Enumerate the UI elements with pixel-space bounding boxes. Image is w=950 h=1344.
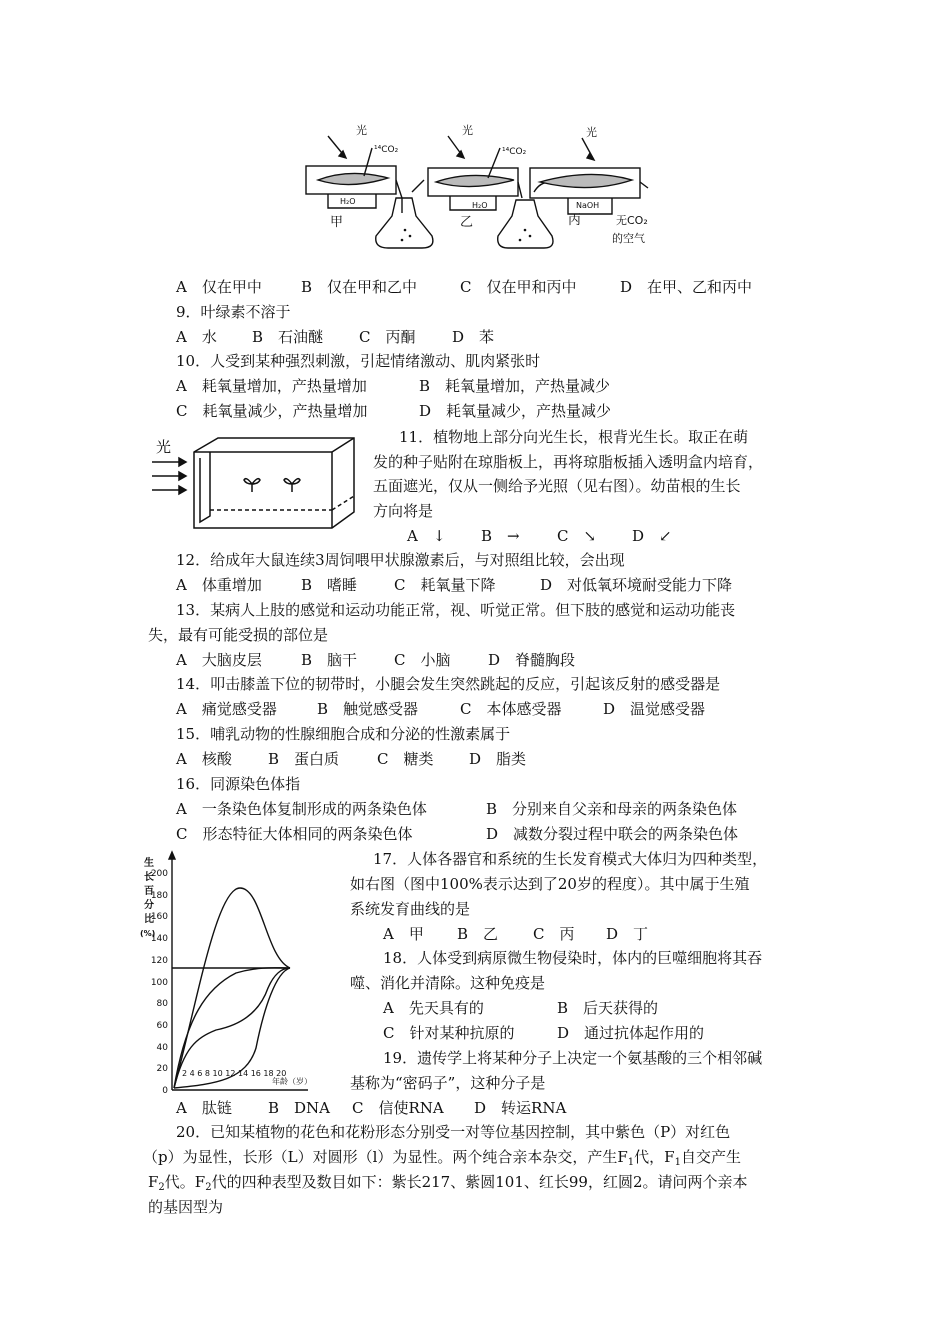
fig8-bing-label: 丙 [568, 213, 582, 228]
q14-stem: 14．叩击膝盖下位的韧带时，小腿会发生突然跳起的反应，引起该反射的感受器是 [176, 675, 721, 693]
q17-option-a: A 甲 [383, 925, 424, 943]
q8-option-b: B 仅在甲和乙中 [301, 278, 418, 296]
q19-option-b: B DNA [268, 1099, 331, 1117]
q15-option-c: C 糖类 [377, 750, 434, 768]
q15-option-b: B 蛋白质 [268, 750, 340, 768]
q9-option-b: B 石油醚 [252, 328, 324, 346]
q9-option-d: D 苯 [452, 328, 495, 346]
q19-line-2: 基称为“密码子”，这种分子是 [350, 1074, 546, 1092]
q15-stem: 15．哺乳动物的性腺细胞合成和分泌的性激素属于 [176, 725, 511, 743]
fig17-ytick-200: 200 [150, 869, 168, 879]
q10-option-b: B 耗氧量增加，产热量减少 [419, 377, 611, 395]
fig17-ytick-40: 40 [156, 1043, 168, 1053]
q11-box-figure [148, 434, 363, 534]
q18-option-c: C 针对某种抗原的 [383, 1024, 515, 1042]
q19-option-a: A 肽链 [176, 1099, 232, 1117]
fig17-ytick-180: 180 [150, 891, 168, 901]
q19-option-d: D 转运RNA [474, 1099, 567, 1117]
fig8-naoh-label: NaOH [576, 201, 600, 210]
q19-option-c: C 信使RNA [352, 1099, 444, 1117]
q9-option-c: C 丙酮 [359, 328, 416, 346]
q15-option-a: A 核酸 [176, 750, 232, 768]
q14-option-c: C 本体感受器 [460, 700, 562, 718]
q8-apparatus-figure [300, 118, 670, 256]
q18-line-2: 噬、消化并清除。这种免疫是 [350, 974, 546, 992]
q20-line-4: 的基因型为 [148, 1198, 224, 1216]
q17-line-2: 如右图（图中100%表示达到了20岁的程度）。其中属于生殖 [350, 875, 750, 893]
q16-option-d: D 减数分裂过程中联会的两条染色体 [486, 825, 739, 843]
q17-line-3: 系统发育曲线的是 [350, 900, 471, 918]
fig17-ytick-120: 120 [150, 956, 168, 966]
q10-option-d: D 耗氧量减少，产热量减少 [419, 402, 612, 420]
q13-option-c: C 小脑 [394, 651, 451, 669]
q12-option-d: D 对低氧环境耐受能力下降 [540, 576, 733, 594]
q13-option-d: D 脊髓胸段 [488, 651, 576, 669]
q10-option-c: C 耗氧量减少，产热量增加 [176, 402, 368, 420]
fig8-light-label-2: 光 [462, 124, 473, 137]
fig17-ylabel-3: 百 [144, 886, 154, 897]
q11-option-d: D ↙ [632, 527, 672, 545]
q13-option-a: A 大脑皮层 [176, 651, 262, 669]
q13-option-b: B 脑干 [301, 651, 358, 669]
q10-stem: 10．人受到某种强烈刺激，引起情绪激动、肌肉紧张时 [176, 352, 541, 370]
q11-option-a: A ↓ [407, 527, 446, 545]
q9-stem: 9．叶绿素不溶于 [176, 303, 291, 321]
q16-option-c: C 形态特征大体相同的两条染色体 [176, 825, 413, 843]
fig17-xticks: 2 4 6 8 10 12 14 16 18 20 [182, 1069, 287, 1078]
fig17-ytick-80: 80 [156, 999, 168, 1009]
q11-line-3: 五面遮光，仅从一侧给予光照（见右图）。幼苗根的生长 [373, 477, 741, 495]
q9-option-a: A 水 [176, 328, 217, 346]
q17-line-1: 17．人体各器官和系统的生长发育模式大体归为四种类型， [373, 850, 768, 868]
fig17-ylabel-6: (%) [140, 929, 156, 938]
q17-option-c: C 丙 [533, 925, 575, 943]
q14-option-d: D 温觉感受器 [603, 700, 706, 718]
fig17-ytick-60: 60 [156, 1021, 168, 1031]
fig17-ylabel-4: 分 [144, 900, 154, 911]
fig17-ytick-160: 160 [150, 912, 168, 922]
q17-growth-chart [136, 848, 346, 1098]
fig17-ytick-0: 0 [162, 1086, 168, 1096]
q11-line-2: 发的种子贴附在琼脂板上，再将琼脂板插入透明盒内培育， [373, 453, 764, 471]
q14-option-a: A 痛觉感受器 [176, 700, 277, 718]
q18-option-d: D 通过抗体起作用的 [557, 1024, 705, 1042]
fig17-ytick-20: 20 [156, 1064, 168, 1074]
q8-option-c: C 仅在甲和丙中 [460, 278, 577, 296]
q17-option-b: B 乙 [457, 925, 499, 943]
fig8-co2-label-2: ¹⁴CO₂ [502, 147, 527, 157]
fig17-ylabel-2: 长 [144, 872, 154, 883]
q12-option-b: B 嗜睡 [301, 576, 358, 594]
q16-stem: 16．同源染色体指 [176, 775, 301, 793]
fig8-light-label-3: 光 [586, 126, 597, 139]
q17-option-d: D 丁 [606, 925, 649, 943]
q20-line-2: （p）为显性，长形（L）对圆形（l）为显性。两个纯合亲本杂交，产生$F_1$代，$F_1$自交产生 [143, 1148, 741, 1168]
fig8-yi-label: 乙 [460, 215, 474, 230]
fig17-ylabel-1: 生 [144, 858, 154, 869]
q18-option-a: A 先天具有的 [383, 999, 484, 1017]
fig17-ytick-140: 140 [150, 934, 168, 944]
fig8-no-co2-label: 无CO₂ [616, 214, 648, 227]
q19-line-1: 19．遗传学上将某种分子上决定一个氨基酸的三个相邻碱 [383, 1049, 763, 1067]
q8-option-d: D 在甲、乙和丙中 [620, 278, 753, 296]
fig8-light-label-1: 光 [356, 124, 367, 137]
q18-line-1: 18．人体受到病原微生物侵染时，体内的巨噬细胞将其吞 [383, 949, 763, 967]
fig17-ylabel-5: 比 [144, 914, 154, 925]
q14-option-b: B 触觉感受器 [317, 700, 419, 718]
q20-line-1: 20．已知某植物的花色和花粉形态分别受一对等位基因控制，其中紫色（P）对红色 [176, 1123, 731, 1141]
q12-option-a: A 体重增加 [176, 576, 262, 594]
q20-line-3: $F_2$代。$F_2$代的四种表型及数目如下：紫长217、紫圆101、红长99，红圆2。请问两个亲本 [148, 1173, 748, 1193]
q8-option-a: A 仅在甲中 [176, 278, 262, 296]
q13-line-2: 失，最有可能受损的部位是 [148, 626, 329, 644]
q16-option-b: B 分别来自父亲和母亲的两条染色体 [486, 800, 738, 818]
q11-line-1: 11．植物地上部分向光生长，根背光生长。取正在萌 [399, 428, 749, 446]
q11-line-4: 方向将是 [373, 502, 434, 520]
q15-option-d: D 脂类 [469, 750, 527, 768]
fig8-jia-label: 甲 [330, 215, 344, 230]
q11-option-c: C ↘ [557, 527, 597, 545]
fig8-co2-label-1: ¹⁴CO₂ [374, 145, 399, 155]
q12-stem: 12．给成年大鼠连续3周饲喂甲状腺激素后，与对照组比较，会出现 [176, 551, 625, 569]
q12-option-c: C 耗氧量下降 [394, 576, 496, 594]
fig8-h2o-label-2: H₂O [472, 201, 488, 210]
fig17-ytick-100: 100 [150, 978, 168, 988]
q10-option-a: A 耗氧量增加，产热量增加 [176, 377, 367, 395]
q18-option-b: B 后天获得的 [557, 999, 659, 1017]
fig8-h2o-label-1: H₂O [340, 197, 356, 206]
fig17-xlabel: 年龄（岁） [272, 1077, 312, 1086]
fig11-light-label: 光 [156, 438, 172, 456]
q13-line-1: 13．某病人上肢的感觉和运动功能正常，视、听觉正常。但下肢的感觉和运动功能丧 [176, 601, 736, 619]
q16-option-a: A 一条染色体复制形成的两条染色体 [176, 800, 427, 818]
q11-option-b: B → [481, 527, 520, 545]
fig8-air-label: 的空气 [612, 232, 645, 245]
